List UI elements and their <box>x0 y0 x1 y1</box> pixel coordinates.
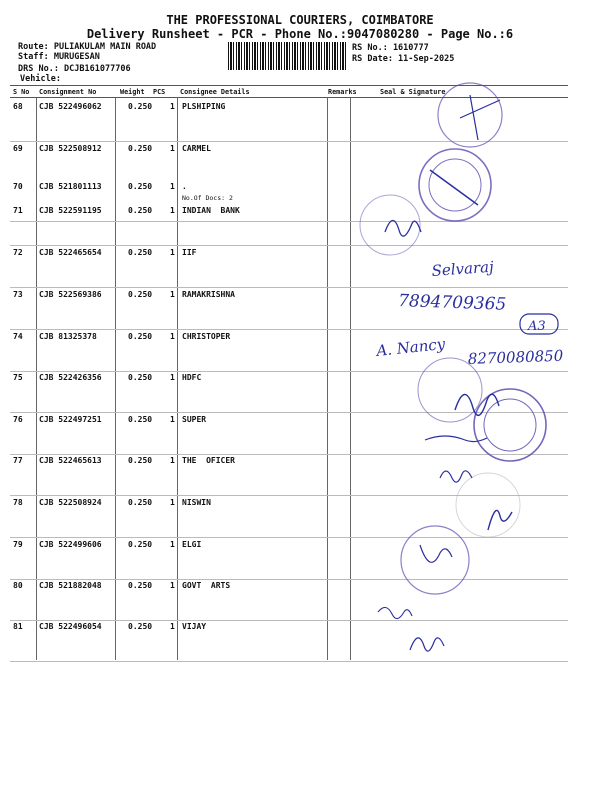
handwritten-name: Selvaraj <box>431 257 495 280</box>
weight-value: 0.250 <box>128 206 153 215</box>
weight-value: 0.250 <box>128 622 153 631</box>
consignment-number: CJB 522508912 <box>39 144 102 153</box>
pieces-count: 1 <box>170 581 175 590</box>
pieces-count: 1 <box>170 456 175 465</box>
consignee-name: RAMAKRISHNA <box>182 290 235 299</box>
pieces-count: 1 <box>170 373 175 382</box>
table-row <box>0 248 600 288</box>
consignment-number: CJB 521882048 <box>39 581 102 590</box>
table-row <box>0 581 600 621</box>
consignee-name: IIF <box>182 248 197 257</box>
consignment-number: CJB 522426356 <box>39 373 102 382</box>
consignment-number: CJB 521801113 <box>39 182 102 191</box>
consignee-name: ELGI <box>182 540 202 549</box>
consignee-name: SUPER <box>182 415 207 424</box>
table-row <box>0 373 600 413</box>
pieces-count: 1 <box>170 144 175 153</box>
weight-value: 0.250 <box>128 373 153 382</box>
serial-number: 78 <box>13 498 23 507</box>
pieces-count: 1 <box>170 332 175 341</box>
row-divider <box>10 412 568 413</box>
serial-number: 79 <box>13 540 23 549</box>
serial-number: 69 <box>13 144 23 153</box>
rs-date: RS Date: 11-Sep-2025 <box>352 54 455 64</box>
consignee-name: CARMEL <box>182 144 211 153</box>
serial-number: 77 <box>13 456 23 465</box>
header-bottom-rule <box>10 97 568 98</box>
col-remarks: Remarks <box>328 88 357 96</box>
consignee-name: NISWIN <box>182 498 211 507</box>
consignee-name: VIJAY <box>182 622 207 631</box>
serial-number: 72 <box>13 248 23 257</box>
consignment-number: CJB 522496062 <box>39 102 102 111</box>
staff-label: Staff: MURUGESAN <box>18 52 100 62</box>
pieces-count: 1 <box>170 290 175 299</box>
col-details: Consignee Details <box>180 88 250 96</box>
serial-number: 68 <box>13 102 23 111</box>
consignment-number: CJB 522496054 <box>39 622 102 631</box>
col-sno: S No <box>13 88 30 96</box>
consignment-number: CJB 522465654 <box>39 248 102 257</box>
serial-number: 74 <box>13 332 23 341</box>
consignee-name: CHRISTOPER <box>182 332 231 341</box>
col-weight: Weight <box>120 88 145 96</box>
row-divider <box>10 495 568 496</box>
row-divider <box>10 245 568 246</box>
table-row <box>0 456 600 496</box>
col-consignment: Consignment No <box>39 88 97 96</box>
serial-number: 73 <box>13 290 23 299</box>
row-divider <box>10 661 568 662</box>
pieces-count: 1 <box>170 206 175 215</box>
consignee-name: GOVT ARTS <box>182 581 231 590</box>
serial-number: 71 <box>13 206 23 215</box>
serial-number: 70 <box>13 182 23 191</box>
row-divider <box>10 537 568 538</box>
runsheet-subtitle: Delivery Runsheet - PCR - Phone No.:9047080280 - Page No.:6 <box>86 27 514 41</box>
table-row <box>0 622 600 662</box>
consignee-name: INDIAN BANK <box>182 206 240 215</box>
weight-value: 0.250 <box>128 581 153 590</box>
consignment-number: CJB 81325378 <box>39 332 97 341</box>
pieces-count: 1 <box>170 102 175 111</box>
weight-value: 0.250 <box>128 498 153 507</box>
row-divider <box>10 620 568 621</box>
table-row <box>0 415 600 455</box>
pieces-count: 1 <box>170 540 175 549</box>
row-divider <box>10 329 568 330</box>
table-row <box>0 144 600 184</box>
serial-number: 76 <box>13 415 23 424</box>
row-divider <box>10 287 568 288</box>
consignee-name: . <box>182 182 187 191</box>
consignment-number: CJB 522569386 <box>39 290 102 299</box>
consignee-name: PLSHIPING <box>182 102 226 111</box>
table-row <box>0 206 600 246</box>
row-divider <box>10 371 568 372</box>
weight-value: 0.250 <box>128 182 153 191</box>
weight-value: 0.250 <box>128 248 153 257</box>
table-row <box>0 540 600 580</box>
rs-number: RS No.: 1610777 <box>352 43 429 53</box>
row-divider <box>10 579 568 580</box>
row-divider <box>10 141 568 142</box>
consignment-number: CJB 522499606 <box>39 540 102 549</box>
serial-number: 80 <box>13 581 23 590</box>
weight-value: 0.250 <box>128 102 153 111</box>
handwritten-name: A. Nancy <box>375 334 447 360</box>
drs-label: DRS No.: DCJB161077706 <box>18 64 131 74</box>
pieces-count: 1 <box>170 498 175 507</box>
barcode <box>228 42 346 70</box>
col-pcs: PCS <box>153 88 166 96</box>
handwritten-note: A3 <box>528 319 546 334</box>
header-top-rule <box>10 85 568 86</box>
table-row <box>0 102 600 142</box>
serial-number: 75 <box>13 373 23 382</box>
table-row <box>0 290 600 330</box>
consignment-number: CJB 522497251 <box>39 415 102 424</box>
serial-number: 81 <box>13 622 23 631</box>
weight-value: 0.250 <box>128 332 153 341</box>
weight-value: 0.250 <box>128 290 153 299</box>
weight-value: 0.250 <box>128 144 153 153</box>
pieces-count: 1 <box>170 248 175 257</box>
consignee-name: HDFC <box>182 373 202 382</box>
weight-value: 0.250 <box>128 456 153 465</box>
consignment-number: CJB 522465613 <box>39 456 102 465</box>
docs-count: No.Of Docs: 2 <box>182 194 233 202</box>
row-divider <box>10 454 568 455</box>
route-label: Route: PULIAKULAM MAIN ROAD <box>18 42 157 52</box>
consignment-number: CJB 522508924 <box>39 498 102 507</box>
vehicle-label: Vehicle: <box>20 74 61 84</box>
handwritten-phone: 8270080850 <box>467 346 564 368</box>
table-row <box>0 498 600 538</box>
handwritten-phone: 7894709365 <box>397 291 507 315</box>
pieces-count: 1 <box>170 415 175 424</box>
company-title: THE PROFESSIONAL COURIERS, COIMBATORE <box>166 13 434 27</box>
pieces-count: 1 <box>170 182 175 191</box>
weight-value: 0.250 <box>128 415 153 424</box>
consignee-name: THE OFICER <box>182 456 235 465</box>
col-seal: Seal & Signature <box>380 88 446 96</box>
consignment-number: CJB 522591195 <box>39 206 102 215</box>
weight-value: 0.250 <box>128 540 153 549</box>
pieces-count: 1 <box>170 622 175 631</box>
table-row <box>0 332 600 372</box>
